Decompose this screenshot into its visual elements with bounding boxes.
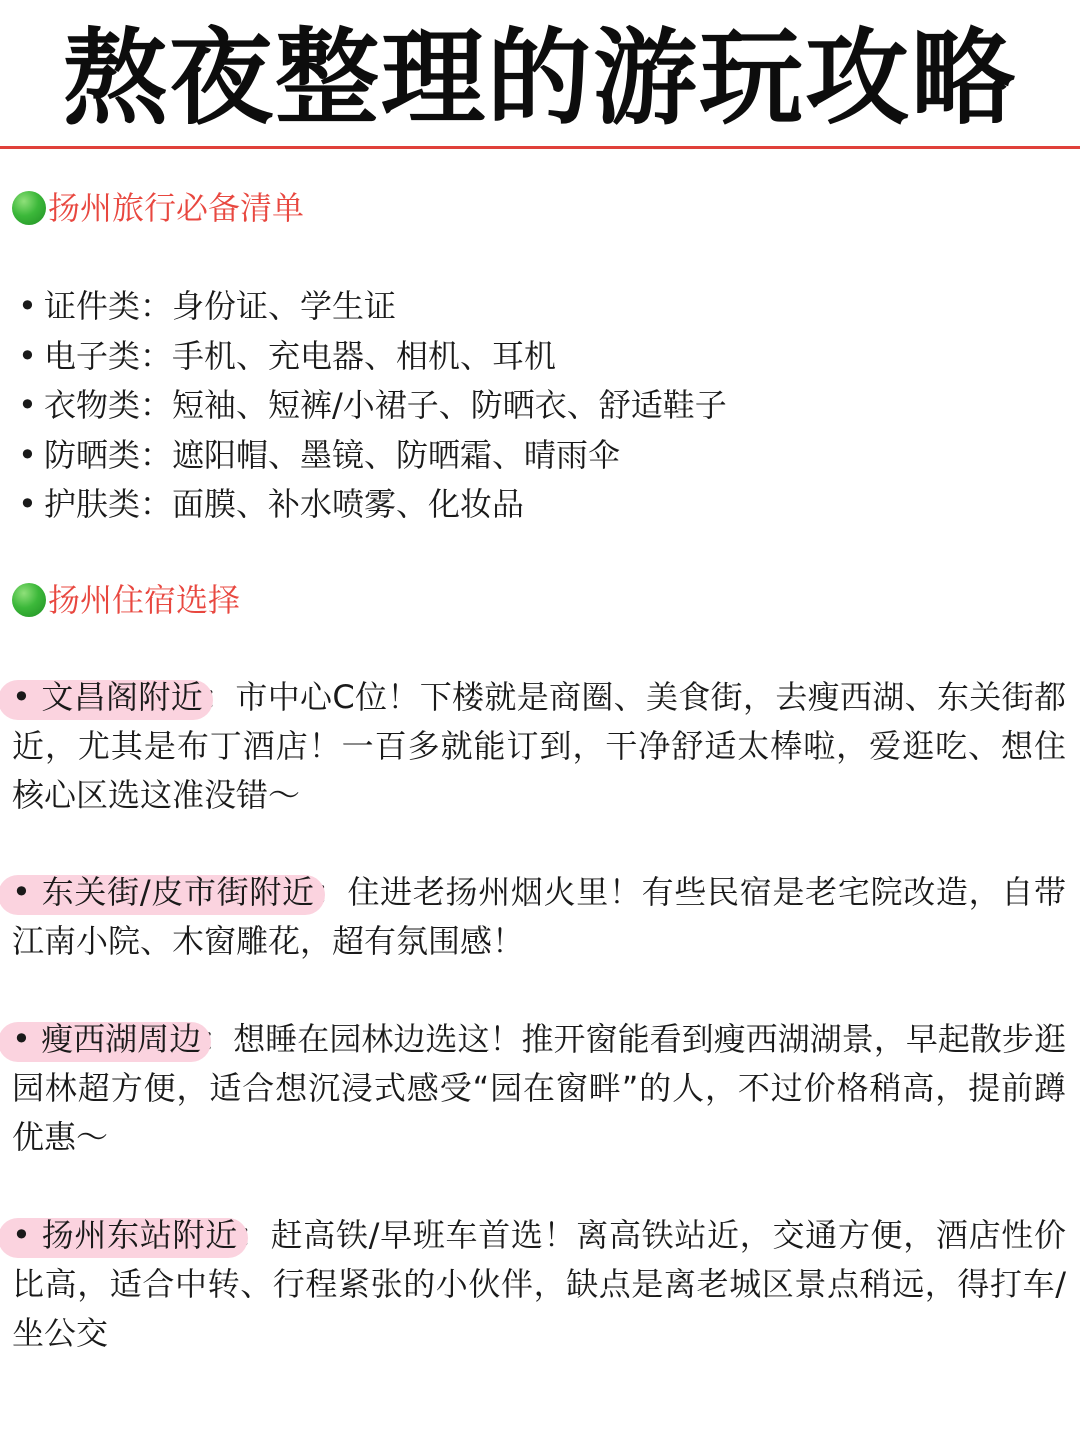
entry-separator: ： <box>201 1020 234 1058</box>
list-item <box>18 282 1058 332</box>
entry-text: 想睡在园林边选这！推开窗能看到瘦西湖湖景，早起散步逛园林超方便，适合想沉浸式感受“园在窗畔”的人，不过价格稍高，提前蹲优惠～ <box>12 1020 1066 1156</box>
lodging-entry <box>12 1015 1066 1162</box>
green-circle-icon <box>12 583 46 617</box>
item-label: 衣物类： <box>44 386 173 424</box>
checklist <box>18 282 1058 530</box>
bullet-icon: • <box>18 435 37 474</box>
entry-separator: ： <box>203 678 236 716</box>
list-item <box>18 431 1058 481</box>
entry-text: 赶高铁/早班车首选！离高铁站近，交通方便，酒店性价比高，适合中转、行程紧张的小伙伴，缺点是离老城区景点稍远，得打车/坐公交 <box>12 1216 1066 1352</box>
item-label: 防晒类： <box>44 435 173 474</box>
lodging-entry <box>12 1211 1066 1358</box>
lodging-entry <box>12 673 1066 820</box>
item-text: 面膜、补水喷雾、化妆品 <box>172 485 525 523</box>
list-item <box>18 381 1058 431</box>
list-item <box>18 332 1058 382</box>
item-label: 护肤类： <box>44 485 173 523</box>
item-text: 短袖、短裤/小裙子、防晒衣、舒适鞋子 <box>172 386 727 424</box>
bullet-icon: • <box>18 386 37 424</box>
lodging-entry <box>12 868 1066 966</box>
lodging-heading <box>12 580 240 620</box>
item-text: 遮阳帽、墨镜、防晒霜、晴雨伞 <box>172 435 621 474</box>
item-label: 证件类： <box>44 287 173 325</box>
entry-separator: ： <box>314 873 348 911</box>
page-title: 熬夜整理的游玩攻略 <box>62 17 1017 139</box>
entry-text: 住进老扬州烟火里！有些民宿是老宅院改造，自带江南小院、木窗雕花，超有氛围感！ <box>12 873 1066 960</box>
item-text: 身份证、学生证 <box>172 287 397 325</box>
entry-highlight-label: • 扬州东站附近 <box>12 1216 238 1254</box>
entry-highlight-label: • 文昌阁附近 <box>12 678 204 716</box>
green-circle-icon <box>12 191 46 225</box>
lodging-heading-text: 扬州住宿选择 <box>48 581 241 619</box>
checklist-heading-text: 扬州旅行必备清单 <box>48 189 305 227</box>
bullet-icon: • <box>18 485 37 523</box>
title-divider <box>0 146 1080 149</box>
checklist-heading <box>12 188 304 228</box>
entry-text: 市中心C位！下楼就是商圈、美食街，去瘦西湖、东关街都近，尤其是布丁酒店！一百多就能订到，干净舒适太棒啦，爱逛吃、想住核心区选这准没错～ <box>12 678 1066 814</box>
bullet-icon: • <box>18 287 37 325</box>
list-item <box>18 480 1058 530</box>
entry-separator: ： <box>237 1216 271 1254</box>
entry-highlight-label: • 瘦西湖周边 <box>12 1020 202 1058</box>
item-text: 手机、充电器、相机、耳机 <box>172 336 557 375</box>
entry-highlight-label: • 东关街/皮市街附近 <box>12 873 315 911</box>
bullet-icon: • <box>18 336 37 375</box>
item-label: 电子类： <box>44 336 173 375</box>
